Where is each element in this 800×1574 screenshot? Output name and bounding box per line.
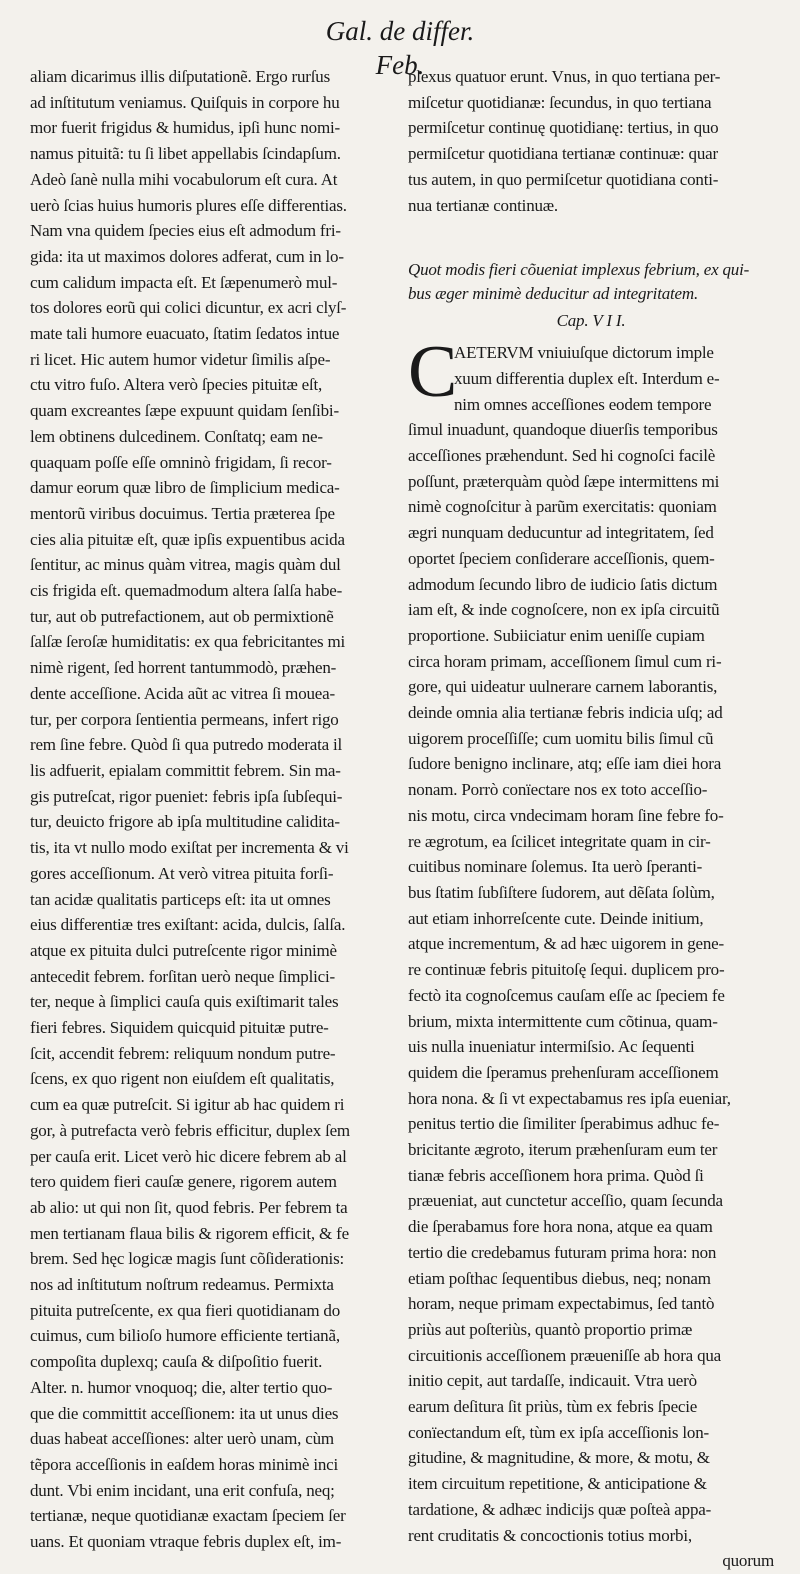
right-column-body-text (408, 417, 774, 1548)
text-line: xuum differentia duplex eſt. Interdum e- (454, 368, 720, 388)
text-line: bus ſtatim ſubſiſtere ſudorem, aut dẽſata ſolùm, (408, 882, 715, 902)
left-column (30, 64, 392, 1555)
right-column-top-text (408, 64, 774, 218)
text-line: gor, à putrefacta verò febris efficitur, duplex ſem (30, 1120, 350, 1140)
drop-cap-initial: C (408, 331, 458, 414)
text-line: gida: ita ut maximos dolores adferat, cum in lo- (30, 246, 344, 266)
text-line: permiſcetur continuę quotidianę: tertius, in quo (408, 118, 719, 138)
running-head: Gal. de differ. Feb. (325, 16, 475, 80)
text-line: cum ea quæ putreſcit. Si igitur ab hac quidem ri (30, 1095, 345, 1115)
text-line: circuitionis acceſſionem præueniſſe ab hora qua (408, 1345, 722, 1365)
text-line: proportione. Subiiciatur enim ueniſſe cupiam (408, 625, 705, 645)
catchword: quorum (722, 1551, 774, 1571)
text-line: nos ad inſtitutum noſtrum redeamus. Permixta (30, 1275, 334, 1295)
text-line: gis putreſcat, rigor pueniet: febris ipſa ſubſequi- (30, 786, 343, 806)
text-line: brem. Sed hęc logicæ magis ſunt cõſiderationis: (30, 1249, 345, 1269)
text-line: damur eorum quæ libro de ſimplicium medica- (30, 478, 340, 498)
text-line: ſcit, accendit febrem: reliquum nondum putre- (30, 1043, 336, 1063)
chapter-heading (408, 258, 774, 306)
text-line: antecedit febrem. forſitan uerò neque ſimplici- (30, 966, 335, 986)
text-line: fectò ita cognoſcemus cauſam eſſe ac ſpeciem fe (408, 985, 725, 1005)
text-line: aliam dicarimus illis diſputationẽ. Ergo rurſus (30, 67, 331, 86)
text-line: quidem die ſperamus prehenſuram acceſſionem (408, 1062, 719, 1082)
text-line: tis, ita vt nullo modo exiſtat per incrementa & vi (30, 838, 349, 858)
text-line: uans. Et quoniam vtraque febris duplex eſt, im- (30, 1532, 342, 1552)
text-line: cum calidum impacta eſt. Et ſæpenumerò mul- (30, 272, 338, 292)
text-line: ab alio: ut qui non ſit, quod febris. Per febrem ta (30, 1197, 348, 1217)
text-line: gores acceſſionum. At verò vitrea pituita forſi- (30, 863, 334, 883)
text-line: rem ſine febre. Quòd ſi qua putredo moderata il (30, 735, 343, 755)
text-line: tianæ febris acceſſionem hora prima. Quòd ſi (408, 1165, 704, 1185)
text-line: aut etiam inhorreſcente cute. Deinde initium, (408, 908, 704, 928)
text-line: ſcens, ex quo rigent non eiuſdem eſt qualitatis, (30, 1069, 335, 1089)
text-line: uis nulla inueniatur intermiſsio. Ac ſequenti (408, 1037, 695, 1057)
text-line: nimè cognoſcitur à parũm exercitatis: quoniam (408, 497, 717, 517)
text-line: tus autem, in quo permiſcetur quotidiana conti- (408, 169, 719, 189)
text-line: nua tertianæ continuæ. (408, 195, 558, 215)
text-line: tur, aut ob putrefactionem, aut ob permixtionẽ (30, 606, 334, 626)
text-line: nim omnes acceſſiones eodem tempore (454, 394, 712, 414)
text-line: deinde omnia alia tertianæ febris indicia uſq; ad (408, 703, 723, 723)
text-line: mentorũ viribus docuimus. Tertia præterea ſpe (30, 503, 335, 523)
text-line: ad inſtitutum veniamus. Quiſquis in corpore hu (30, 92, 340, 112)
chapter-opening (408, 331, 774, 417)
text-line: atque ex pituita dulci putreſcente rigor minimè (30, 940, 337, 960)
text-line: dunt. Vbi enim incidant, una erit confuſa, neq; (30, 1480, 335, 1500)
text-line: tertianæ, neque quotidianæ exactam ſpeciem ſer (30, 1506, 346, 1526)
text-line: re continuæ febris pituitoſę ſequi. duplicem pro- (408, 960, 725, 980)
text-line: tertio die credebamus futuram prima hora: non (408, 1242, 717, 1262)
text-line: mor fuerit frigidus & humidus, ipſi hunc nomi- (30, 118, 340, 138)
text-line: Nam vna quidem ſpecies eius eſt admodum fri- (30, 221, 341, 241)
text-line: que die committit acceſſionem: ita ut unus dies (30, 1403, 339, 1423)
text-line: præueniat, aut cunctetur acceſſio, quam ſecunda (408, 1191, 723, 1211)
text-line: hora nona. & ſi vt expectabamus res ipſa eueniar, (408, 1088, 731, 1108)
text-line: tero quidem fieri cauſæ genere, rigorem autem (30, 1172, 337, 1192)
text-line: tẽpora acceſſionis in eaſdem horas minimè inci (30, 1454, 339, 1474)
text-line: ſentitur, ac minus quàm vitrea, magis quàm dul (30, 555, 341, 575)
text-line: pituita putreſcente, ex qua fieri quotidianam do (30, 1300, 340, 1320)
text-line: etiam poſthac ſequentibus diebus, neq; nonam (408, 1268, 711, 1288)
text-line: ægri nunquam deducuntur ad integritatem, ſed (408, 523, 714, 543)
text-line: per cauſa erit. Licet verò hic dicere febrem ab al (30, 1146, 347, 1166)
text-line: compoſita duplexq; cauſa & diſpoſitio fuerit. (30, 1352, 323, 1372)
text-line: ctu vitro fuſo. Altera verò ſpecies pituitæ eſt, (30, 375, 323, 395)
text-line: brium, mixta intermittente cum cõtinua, quam- (408, 1011, 718, 1031)
text-line: uigorem proceſſiſſe; cum uomitu bilis ſimul cũ (408, 728, 714, 748)
text-line: admodum ſecundo libro de iudicio ſatis dictum (408, 574, 718, 594)
text-line: priùs aut poſteriùs, quantò proportio primæ (408, 1319, 693, 1339)
text-line: fieri febres. Siquidem quicquid pituitæ putre- (30, 1018, 329, 1038)
text-line: tur, deuicto frigore ab ipſa multitudine caliditа- (30, 812, 340, 832)
text-line: eius differentiæ tres exiſtant: acida, dulcis, ſalſa. (30, 915, 346, 935)
text-line: acceſſiones præhendunt. Sed hi cognoſci facilè (408, 446, 716, 466)
text-line: conïectandum eſt, tùm ex ipſa acceſſionis lon- (408, 1422, 709, 1442)
text-line: tan acidæ qualitatis particeps eſt: ita ut omnes (30, 889, 331, 909)
text-line: oportet ſpeciem conſiderare acceſſionis, quem- (408, 548, 715, 568)
right-column (408, 64, 774, 1574)
text-line: duas habeat acceſſiones: alter uerò unam, cùm (30, 1429, 334, 1449)
text-line: tur, per corpora ſentientia permeans, infert rigo (30, 709, 339, 729)
text-line: earum deſitura ſit priùs, tùm ex febris ſpecie (408, 1397, 698, 1417)
text-line: quaquam poſſe eſſe omninò frigidam, ſi recor- (30, 452, 332, 472)
text-line: bricitante ægroto, iterum præhenſuram eum ter (408, 1140, 718, 1160)
text-line: iam eſt, & inde cognoſcere, non ex ipſa circuitũ (408, 600, 720, 620)
text-line: atque incrementum, & ad hæc uigorem in gene- (408, 934, 724, 954)
text-line: re ægrotum, ea ſcilicet integritate quam in cir- (408, 831, 711, 851)
text-line: initio cepit, aut tardaſſe, indicauit. Vtra uerò (408, 1371, 697, 1391)
text-line: lis adfuerit, epialam committit febrem. Sin ma- (30, 760, 341, 780)
text-line: ſalſæ ſeroſæ humiditatis: ex qua febricitantes mi (30, 632, 346, 652)
text-line: namus pituitã: tu ſi libet appellabis ſcindapſum. (30, 144, 341, 164)
text-line: circa horam primam, acceſſionem ſimul cum ri- (408, 651, 722, 671)
text-line: penitus tertio die ſimiliter ſperabimus adhuc fe- (408, 1114, 720, 1134)
chapter-opening-lines (408, 331, 774, 417)
text-line: die ſperabamus fore hora nona, atque ea quam (408, 1217, 713, 1237)
text-line: lem obtinens dulcedinem. Conſtatq; eam ne- (30, 426, 323, 446)
text-line: gore, qui uideatur uulnerare carnem laborantis, (408, 677, 718, 697)
text-line: nis motu, circa vndecimam horam ſine febre fo- (408, 805, 724, 825)
text-line: men tertianam flaua bilis & rigorem efficit, & fe (30, 1223, 349, 1243)
text-line: ri licet. Hic autem humor videtur ſimilis aſpe- (30, 349, 331, 369)
text-line: plexus quatuor erunt. Vnus, in quo tertiana per- (408, 67, 721, 86)
text-line: nimè rigent, ſed horrent tantummodò, præhen- (30, 658, 337, 678)
text-line: uerò ſcias huius humoris plures eſſe differentias. (30, 195, 347, 215)
text-line: cuimus, cum bilioſo humore efficiente tertianã, (30, 1326, 340, 1346)
text-line: mate tali humore euacuato, ſtatim ſedatos intue (30, 324, 340, 344)
text-line: horam, neque primam expectabimus, ſed tantò (408, 1294, 715, 1314)
text-line: cuitibus nominare ſolemus. Ita uerò ſperanti- (408, 857, 703, 877)
text-line: poſſunt, præterquàm quòd ſæpe intermittens mi (408, 471, 720, 491)
chapter-heading-line: Quot modis fieri cõueniat implexus febrium, ex qui- (408, 260, 750, 280)
chapter-heading-line: bus æger minimè deducitur ad integritatem. (408, 284, 699, 304)
text-line: ter, neque à ſimplici cauſa quis exiſtimarit tales (30, 992, 339, 1012)
text-line: miſcetur quotidianæ: ſecundus, in quo tertiana (408, 92, 712, 112)
text-line: AETERVM vniuiuſque dictorum imple (454, 343, 714, 363)
text-line: cis frigida eſt. quemadmodum altera ſalſa habe- (30, 581, 343, 601)
text-line: ſimul inuadunt, quandoque diuerſis temporibus (408, 420, 718, 440)
text-line: cies alia pituitæ eſt, quæ ipſis expuentibus acida (30, 529, 345, 549)
text-line: tos dolores eorũ qui colici dicuntur, ex acri clyſ- (30, 298, 347, 318)
text-line: ſudore benigno inclinare, atq; eſſe iam diei horа (408, 754, 722, 774)
text-line: quam excreantes ſæpe expuunt quidam ſenſibi- (30, 401, 339, 421)
chapter-label: Cap. V I I. (556, 311, 626, 331)
text-line: nonam. Porrò conïectare nos ex toto acceſſio- (408, 780, 708, 800)
text-line: Alter. n. humor vnoquoq; die, alter tertio quo- (30, 1377, 333, 1397)
text-line: tardatione, & adhæc indicijs quæ poſteà appa- (408, 1499, 712, 1519)
text-line: item circuitum repetitione, & anticipatione & (408, 1474, 707, 1494)
text-line: rent cruditatis & concoctionis totius morbi, (408, 1525, 692, 1545)
text-line: dente acceſſione. Acida aũt ac vitrea ſi moueа- (30, 683, 335, 703)
text-line: Adeò ſanè nulla mihi vocabulorum eſt cura. At (30, 169, 338, 189)
text-line: permiſcetur quotidiana tertianæ continuæ: quar (408, 144, 718, 164)
text-line: gitudine, & magnitudine, & more, & motu, & (408, 1448, 710, 1468)
